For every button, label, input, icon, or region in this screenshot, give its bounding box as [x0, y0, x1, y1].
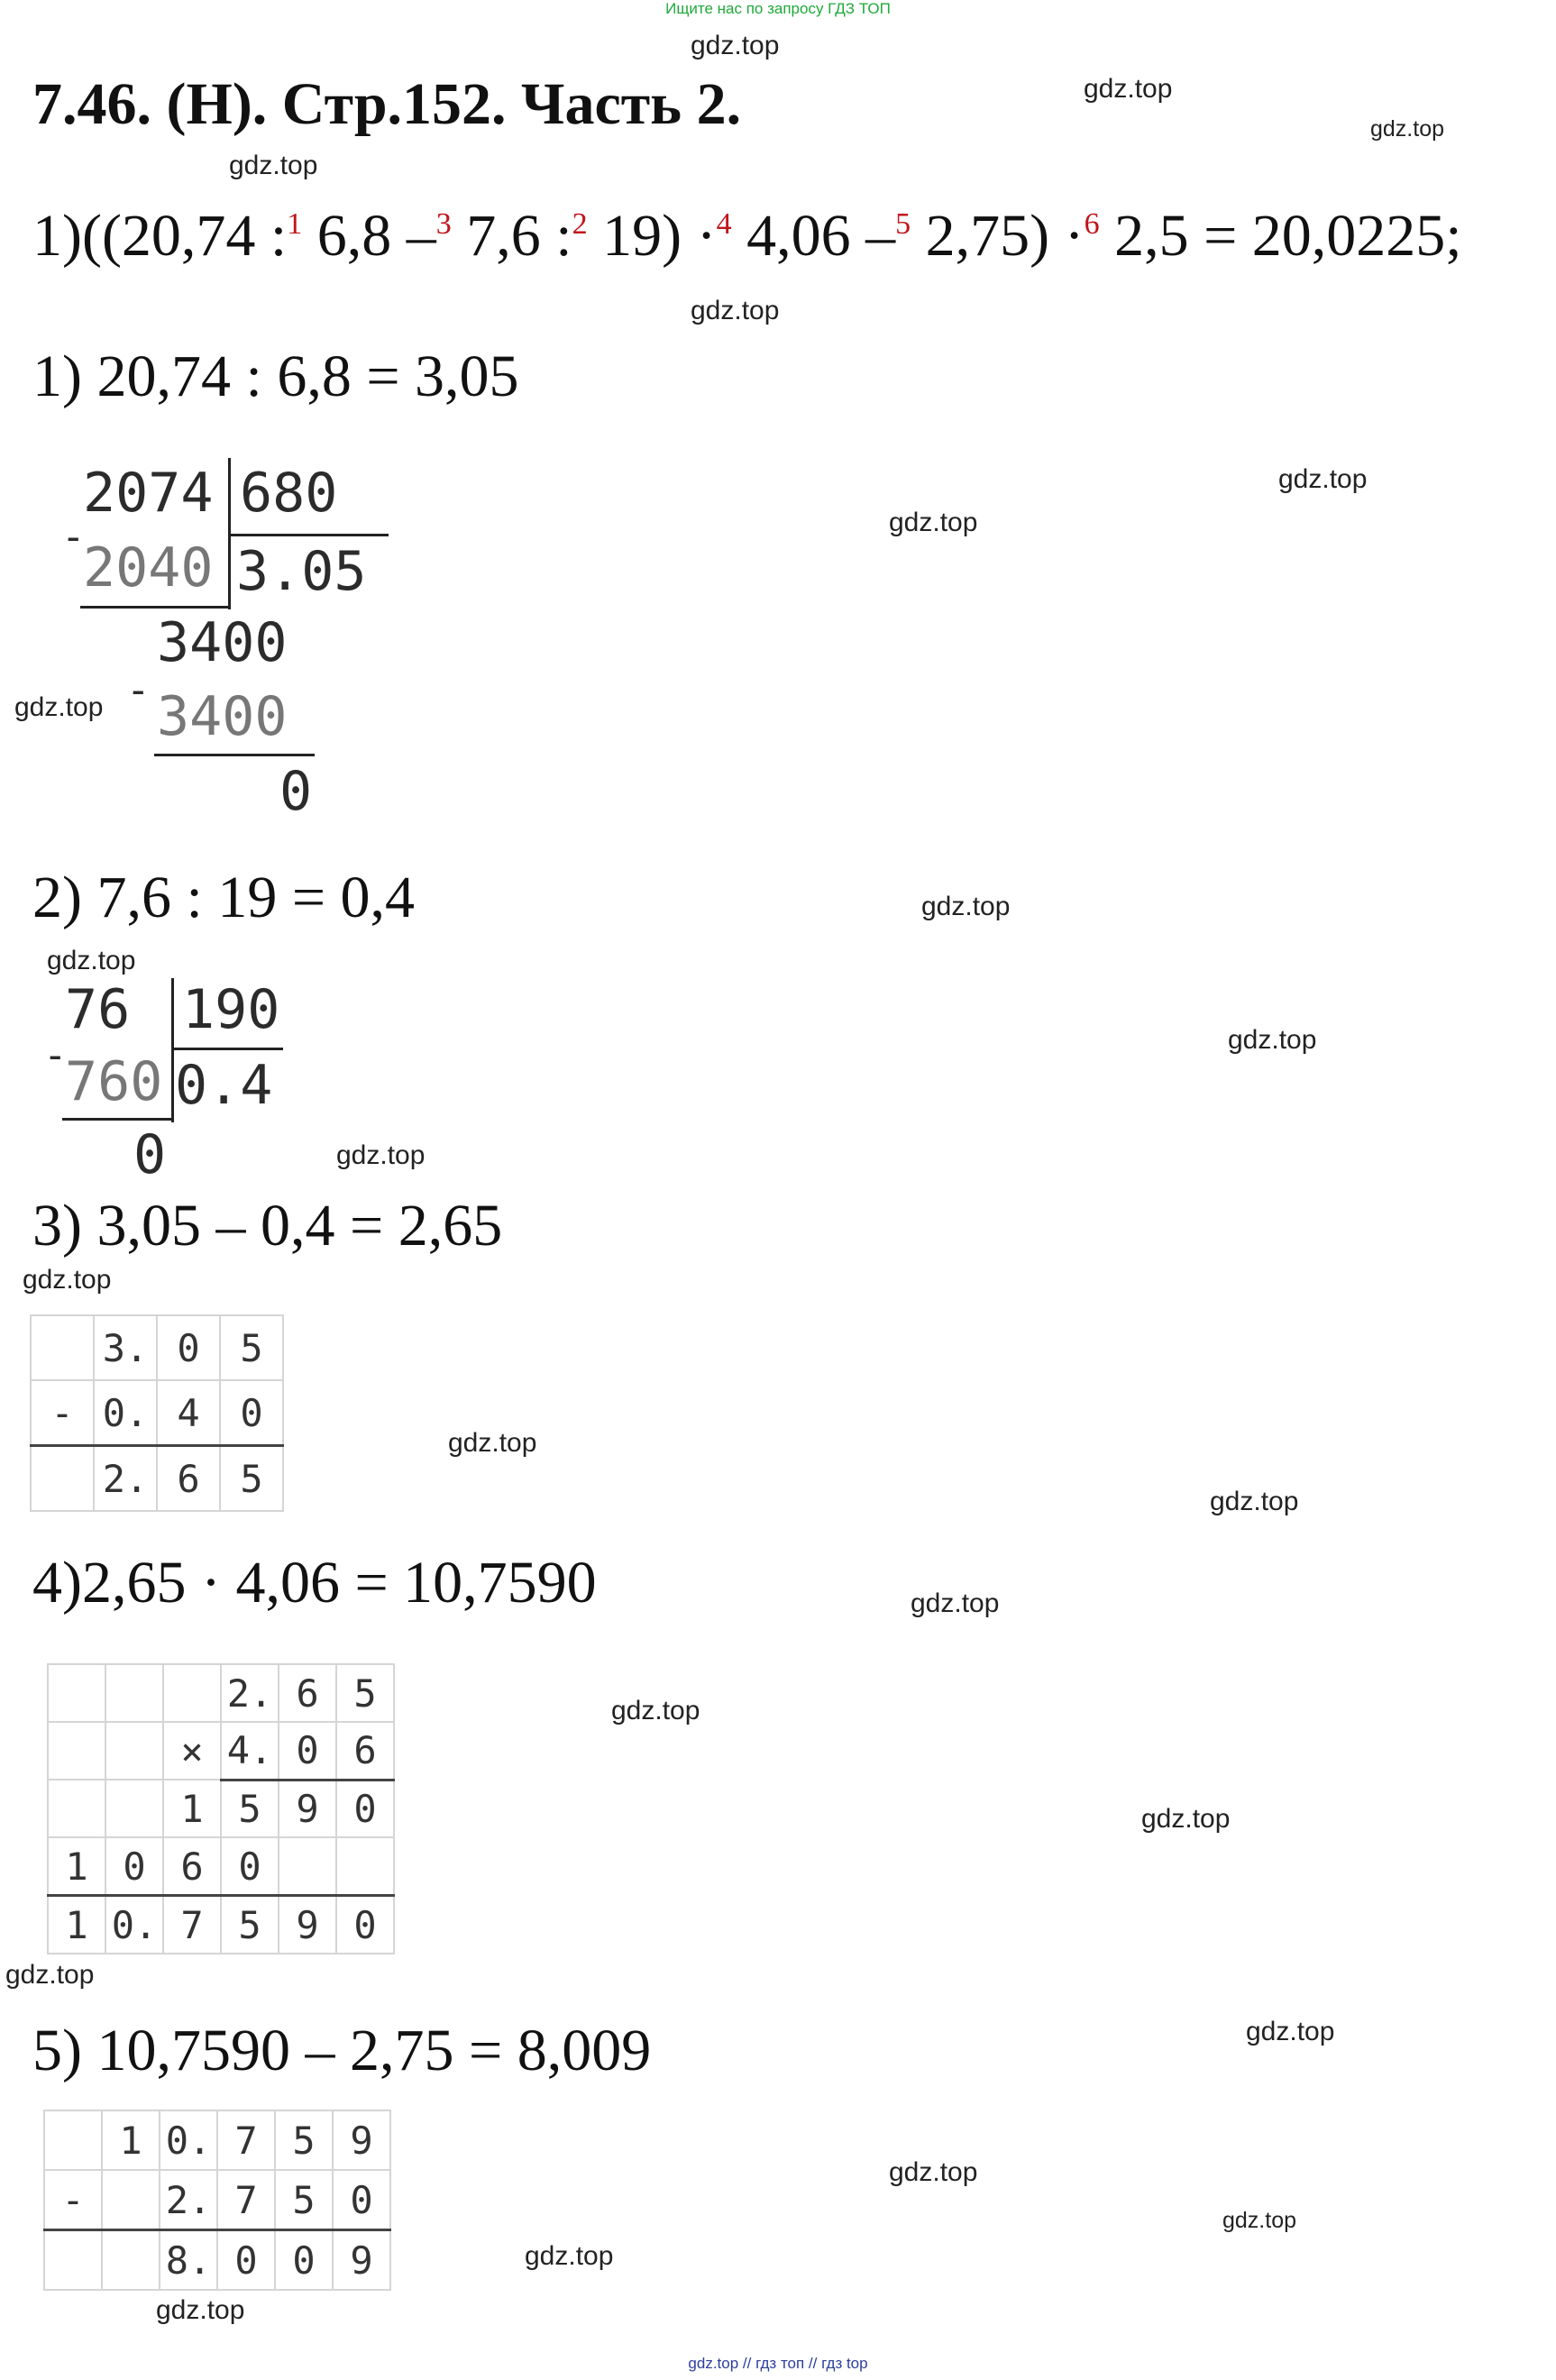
grid-cell: [44, 2230, 102, 2291]
grid-cell: 2.: [94, 1446, 157, 1512]
expr-part: 1)((20,74 :: [32, 203, 288, 269]
multiply-sign: ×: [163, 1722, 221, 1780]
grid-cell: 5: [221, 1896, 279, 1954]
grid-cell: 5: [336, 1664, 394, 1722]
grid-cell: 2.: [221, 1664, 279, 1722]
dividend: 76: [65, 978, 131, 1041]
quotient: 0.4: [175, 1054, 273, 1117]
subtrahend: 760: [65, 1050, 163, 1113]
subtrahend: 2040: [83, 536, 214, 600]
watermark: gdz.top: [691, 296, 780, 325]
divisor: 680: [240, 462, 338, 525]
footer-links[interactable]: gdz.top // гдз топ // гдз top: [688, 2355, 868, 2372]
step4-equation: 4)2,65 · 4,06 = 10,7590: [32, 1550, 597, 1616]
watermark: gdz.top: [156, 2295, 245, 2325]
step3-subtraction-grid: [30, 1314, 284, 1512]
grid-cell: 7: [163, 1896, 221, 1954]
grid-cell: 5: [275, 2110, 333, 2170]
grid-cell: [31, 1315, 94, 1380]
grid-cell: 0.: [160, 2110, 217, 2170]
watermark: gdz.top: [14, 692, 104, 722]
watermark: gdz.top: [525, 2241, 614, 2271]
underline: [154, 754, 315, 756]
division-bar: [171, 978, 174, 1122]
watermark: gdz.top: [1210, 1487, 1299, 1516]
grid-cell: 0: [217, 2230, 275, 2291]
grid-cell: 2.: [160, 2170, 217, 2230]
watermark: gdz.top: [1278, 464, 1368, 494]
grid-cell: 6: [336, 1722, 394, 1780]
expr-part: 2,75) ·: [911, 203, 1085, 269]
grid-cell: 0: [105, 1837, 163, 1896]
remainder: 3400: [157, 611, 288, 674]
grid-cell: [279, 1837, 336, 1896]
grid-cell: 0: [279, 1722, 336, 1780]
watermark: gdz.top: [1370, 116, 1445, 142]
expr-part: 2,5 = 20,0225;: [1099, 203, 1462, 269]
search-banner[interactable]: Ищите нас по запросу ГДЗ ТОП: [665, 0, 891, 17]
watermark: gdz.top: [889, 2157, 978, 2187]
grid-cell: 0: [275, 2230, 333, 2291]
grid-cell: -: [44, 2170, 102, 2230]
grid-cell: [48, 1722, 105, 1780]
watermark: gdz.top: [911, 1588, 1000, 1618]
grid-cell: 7: [217, 2110, 275, 2170]
grid-cell: 9: [333, 2110, 390, 2170]
grid-cell: [336, 1837, 394, 1896]
grid-cell: 0.: [94, 1380, 157, 1446]
step5-equation: 5) 10,7590 – 2,75 = 8,009: [32, 2018, 652, 2083]
grid-cell: [102, 2170, 160, 2230]
watermark: gdz.top: [1222, 2208, 1297, 2233]
grid-cell: [105, 1780, 163, 1837]
grid-cell: [163, 1664, 221, 1722]
final-remainder: 0: [133, 1123, 167, 1186]
main-expression: [32, 202, 1462, 270]
grid-cell: [102, 2230, 160, 2291]
grid-cell: [105, 1722, 163, 1780]
expr-part: 6,8 –: [302, 203, 436, 269]
grid-cell: 1: [48, 1837, 105, 1896]
watermark: gdz.top: [1246, 2017, 1335, 2046]
expr-part: 19) ·: [587, 203, 717, 269]
grid-cell: 9: [279, 1780, 336, 1837]
final-remainder: 0: [279, 760, 313, 823]
order-mark: 5: [895, 207, 911, 241]
watermark: gdz.top: [229, 151, 318, 180]
step4-multiplication-grid: [47, 1663, 395, 1954]
grid-cell: 1: [163, 1780, 221, 1837]
divisor-underline: [228, 534, 389, 536]
grid-cell: 0: [336, 1780, 394, 1837]
grid-cell: 9: [279, 1896, 336, 1954]
grid-cell: 1: [102, 2110, 160, 2170]
underline: [62, 1118, 172, 1121]
grid-cell: 4.: [221, 1722, 279, 1780]
grid-cell: 0: [157, 1315, 220, 1380]
grid-cell: [31, 1446, 94, 1512]
grid-cell: 0: [333, 2170, 390, 2230]
watermark: gdz.top: [5, 1960, 95, 1990]
order-mark: 6: [1084, 207, 1100, 241]
watermark: gdz.top: [1141, 1804, 1231, 1834]
grid-cell: 8.: [160, 2230, 217, 2291]
minus-sign: -: [126, 667, 151, 713]
grid-cell: 5: [221, 1780, 279, 1837]
grid-cell: 1: [48, 1896, 105, 1954]
grid-cell: 5: [220, 1315, 283, 1380]
grid-cell: [48, 1780, 105, 1837]
grid-cell: 0: [336, 1896, 394, 1954]
grid-cell: 0.: [105, 1896, 163, 1954]
step5-subtraction-grid: [43, 2110, 391, 2291]
watermark: gdz.top: [921, 892, 1011, 921]
page-title: 7.46. (Н). Стр.152. Часть 2.: [32, 71, 742, 137]
grid-cell: 6: [163, 1837, 221, 1896]
watermark: gdz.top: [1084, 74, 1173, 104]
grid-cell: 7: [217, 2170, 275, 2230]
step1-equation: 1) 20,74 : 6,8 = 3,05: [32, 343, 519, 409]
step2-equation: 2) 7,6 : 19 = 0,4: [32, 865, 416, 930]
watermark: gdz.top: [1228, 1025, 1317, 1055]
grid-cell: 3.: [94, 1315, 157, 1380]
watermark: gdz.top: [691, 31, 780, 60]
grid-cell: [44, 2110, 102, 2170]
grid-cell: 4: [157, 1380, 220, 1446]
grid-cell: -: [31, 1380, 94, 1446]
grid-cell: 6: [157, 1446, 220, 1512]
step3-equation: 3) 3,05 – 0,4 = 2,65: [32, 1193, 503, 1259]
minus-sign: -: [43, 1032, 68, 1078]
watermark: gdz.top: [336, 1140, 426, 1170]
order-mark: 3: [435, 207, 452, 241]
watermark: gdz.top: [611, 1696, 700, 1726]
expr-part: 7,6 :: [451, 203, 572, 269]
underline: [80, 606, 230, 609]
grid-cell: 5: [220, 1446, 283, 1512]
grid-cell: 9: [333, 2230, 390, 2291]
expr-part: 4,06 –: [731, 203, 896, 269]
grid-cell: 0: [221, 1837, 279, 1896]
quotient: 3.05: [236, 540, 367, 603]
divisor: 190: [182, 978, 280, 1041]
watermark: gdz.top: [23, 1265, 112, 1295]
watermark: gdz.top: [448, 1428, 537, 1458]
order-mark: 2: [572, 207, 588, 241]
subtrahend: 3400: [157, 685, 288, 748]
order-mark: 4: [716, 207, 732, 241]
order-mark: 1: [287, 207, 303, 241]
grid-cell: [105, 1664, 163, 1722]
divisor-underline: [171, 1048, 283, 1050]
watermark: gdz.top: [47, 946, 136, 975]
grid-cell: 0: [220, 1380, 283, 1446]
dividend: 2074: [83, 462, 214, 525]
grid-cell: [48, 1664, 105, 1722]
minus-sign: -: [61, 514, 86, 560]
grid-cell: 6: [279, 1664, 336, 1722]
watermark: gdz.top: [889, 508, 978, 537]
grid-cell: 5: [275, 2170, 333, 2230]
